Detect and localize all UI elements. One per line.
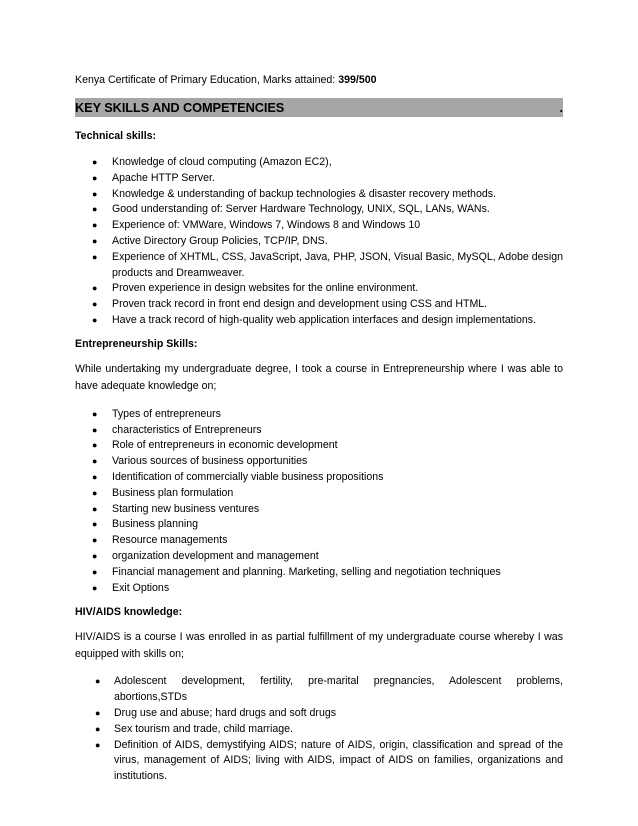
list-item-text: Adolescent development, fertility, pre-marital pregnancies, Adolescent problems, abortions,STDs (114, 675, 563, 704)
list-item-text: Sex tourism and trade, child marriage. (114, 722, 293, 735)
list-item-text: Various sources of business opportunities (112, 455, 308, 468)
list-item-text: Proven experience in design websites for the online environment. (112, 282, 419, 295)
education-marks: 399/500 (338, 74, 377, 86)
list-item (75, 423, 563, 439)
section-header-bar (75, 98, 563, 117)
entrepreneurship-heading: Entrepreneurship Skills: (75, 337, 198, 350)
list-item-text: Experience of: VMWare, Windows 7, Windows 8 and Windows 10 (112, 219, 421, 232)
list-item-text: Good understanding of: Server Hardware Technology, UNIX, SQL, LANs, WANs. (112, 203, 490, 216)
list-item-text: Starting new business ventures (112, 502, 260, 515)
list-item (75, 171, 563, 187)
education-text: Kenya Certificate of Primary Education, Marks attained: (75, 74, 339, 86)
bullet-icon: ● (92, 503, 98, 514)
list-item (75, 407, 563, 423)
hiv-heading: HIV/AIDS knowledge: (75, 606, 183, 619)
list-item (75, 313, 563, 329)
list-item (75, 706, 563, 722)
bullet-icon: ● (92, 424, 98, 435)
list-item (75, 502, 563, 518)
section-trailing-mark: . (559, 100, 563, 115)
bullet-icon: ● (95, 707, 101, 718)
technical-heading: Technical skills: (75, 130, 157, 142)
list-item-text: characteristics of Entrepreneurs (112, 423, 262, 436)
bullet-icon: ● (92, 204, 98, 215)
list-item-text: Business plan formulation (112, 486, 234, 499)
list-item (75, 234, 563, 250)
list-item-text: Knowledge & understanding of backup technologies & disaster recovery methods. (112, 187, 496, 200)
list-item (75, 218, 563, 234)
bullet-icon: ● (92, 550, 98, 561)
list-item-text: Active Directory Group Policies, TCP/IP, DNS. (112, 234, 328, 247)
list-item-text: organization development and management (112, 549, 319, 562)
list-item (75, 722, 563, 738)
list-item (75, 155, 563, 171)
bullet-icon: ● (92, 314, 98, 325)
list-item-text: Identification of commercially viable business propositions (112, 470, 384, 483)
list-item (75, 674, 563, 706)
list-item-text: Have a track record of high-quality web application interfaces and design implementations. (112, 313, 536, 326)
bullet-icon: ● (92, 440, 98, 451)
entrepreneurship-list (75, 407, 563, 597)
list-item (75, 202, 563, 218)
entrepreneurship-intro: While undertaking my undergraduate degree, I took a course in Entrepreneurship where I was able to have adequate knowledge on; (75, 362, 563, 392)
bullet-icon: ● (95, 739, 101, 750)
list-item-text: Role of entrepreneurs in economic development (112, 439, 338, 452)
list-item (75, 281, 563, 297)
list-item-text: Drug use and abuse; hard drugs and soft drugs (114, 706, 337, 719)
bullet-icon: ● (92, 188, 98, 199)
list-item (75, 581, 563, 597)
bullet-icon: ● (92, 535, 98, 546)
list-item (75, 438, 563, 454)
list-item-text: Proven track record in front end design and development using CSS and HTML. (112, 298, 488, 311)
list-item (75, 486, 563, 502)
list-item-text: Financial management and planning. Marketing, selling and negotiation techniques (112, 565, 501, 578)
bullet-icon: ● (92, 582, 98, 593)
bullet-icon: ● (92, 487, 98, 498)
bullet-icon: ● (92, 456, 98, 467)
hiv-intro: HIV/AIDS is a course I was enrolled in as partial fulfillment of my undergraduate course whereby I was equipped with skills on; (75, 631, 563, 661)
bullet-icon: ● (92, 172, 98, 183)
list-item-text: Exit Options (112, 581, 170, 594)
list-item (75, 470, 563, 486)
hiv-knowledge-list (75, 674, 563, 785)
bullet-icon: ● (92, 283, 98, 294)
list-item (75, 565, 563, 581)
list-item (75, 454, 563, 470)
list-item-text: Resource managements (112, 534, 228, 547)
bullet-icon: ● (92, 566, 98, 577)
document-page (75, 73, 563, 785)
bullet-icon: ● (92, 299, 98, 310)
list-item-text: Types of entrepreneurs (112, 407, 221, 420)
list-item (75, 533, 563, 549)
bullet-icon: ● (95, 676, 101, 687)
list-item (75, 517, 563, 533)
list-item-text: Apache HTTP Server. (112, 171, 215, 184)
bullet-icon: ● (92, 220, 98, 231)
technical-skills-list (75, 155, 563, 329)
bullet-icon: ● (92, 471, 98, 482)
list-item (75, 187, 563, 203)
bullet-icon: ● (92, 157, 98, 167)
bullet-icon: ● (95, 723, 101, 734)
bullet-icon: ● (92, 235, 98, 246)
bullet-icon: ● (92, 519, 98, 530)
section-title: KEY SKILLS AND COMPETENCIES (75, 100, 285, 115)
list-item (75, 297, 563, 313)
bullet-icon: ● (92, 408, 98, 419)
list-item (75, 250, 563, 282)
list-item-text: Definition of AIDS, demystifying AIDS; nature of AIDS, origin, classification and spread of the virus, management of AIDS; living with AIDS, impact of AIDS on families, organizations and institutions. (114, 738, 563, 783)
education-line (75, 73, 563, 87)
list-item-text: Knowledge of cloud computing (Amazon EC2), (112, 156, 332, 168)
list-item-text: Business planning (112, 518, 198, 531)
bullet-icon: ● (92, 251, 98, 262)
list-item-text: Experience of XHTML, CSS, JavaScript, Java, PHP, JSON, Visual Basic, MySQL, Adobe design products and Dreamweaver. (112, 250, 563, 279)
list-item (75, 549, 563, 565)
list-item (75, 738, 563, 785)
